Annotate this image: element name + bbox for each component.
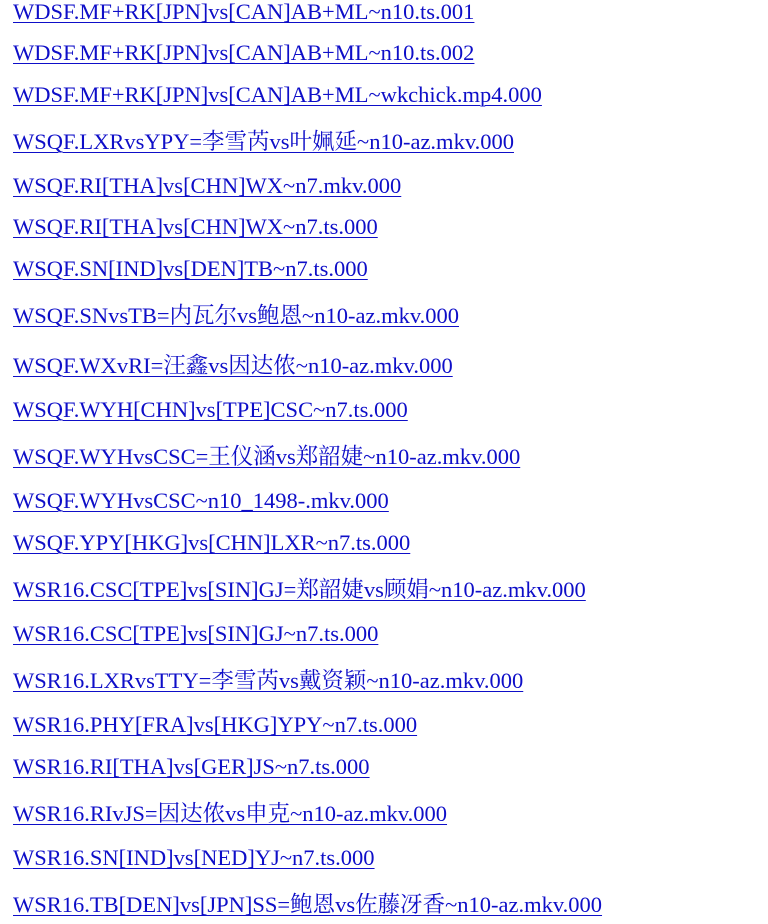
file-link[interactable]: WSR16.SN[IND]vs[NED]YJ~n7.ts.000 xyxy=(13,845,375,870)
file-link[interactable]: WSQF.WYHvsCSC~n10_1498-.mkv.000 xyxy=(13,488,389,513)
file-link[interactable]: WSR16.PHY[FRA]vs[HKG]YPY~n7.ts.000 xyxy=(13,712,418,737)
file-link[interactable]: WDSF.MF+RK[JPN]vs[CAN]AB+ML~n10.ts.002 xyxy=(13,40,475,65)
file-link[interactable]: WSQF.RI[THA]vs[CHN]WX~n7.ts.000 xyxy=(13,214,378,239)
file-link[interactable]: WSR16.LXRvsTTY=李雪芮vs戴资颖~n10-az.mkv.000 xyxy=(13,668,524,693)
file-link[interactable]: WSQF.WXvRI=汪鑫vs因达侬~n10-az.mkv.000 xyxy=(13,353,453,378)
file-link[interactable]: WSQF.RI[THA]vs[CHN]WX~n7.mkv.000 xyxy=(13,173,402,198)
file-link[interactable]: WSQF.WYHvsCSC=王仪涵vs郑韶婕~n10-az.mkv.000 xyxy=(13,444,521,469)
file-link[interactable]: WSQF.LXRvsYPY=李雪芮vs叶姵延~n10-az.mkv.000 xyxy=(13,129,514,154)
file-link[interactable]: WSQF.YPY[HKG]vs[CHN]LXR~n7.ts.000 xyxy=(13,530,411,555)
file-link[interactable]: WSQF.WYH[CHN]vs[TPE]CSC~n7.ts.000 xyxy=(13,397,408,422)
file-link[interactable]: WSR16.TB[DEN]vs[JPN]SS=鲍恩vs佐藤冴香~n10-az.mkv.000 xyxy=(13,892,603,917)
file-link[interactable]: WSQF.SN[IND]vs[DEN]TB~n7.ts.000 xyxy=(13,256,368,281)
file-link[interactable]: WSR16.RIvJS=因达侬vs申克~n10-az.mkv.000 xyxy=(13,801,448,826)
file-link[interactable]: WDSF.MF+RK[JPN]vs[CAN]AB+ML~n10.ts.001 xyxy=(13,0,475,24)
file-link[interactable]: WSR16.RI[THA]vs[GER]JS~n7.ts.000 xyxy=(13,754,370,779)
file-link[interactable]: WSR16.CSC[TPE]vs[SIN]GJ=郑韶婕vs顾娟~n10-az.mkv.000 xyxy=(13,577,586,602)
file-link[interactable]: WDSF.MF+RK[JPN]vs[CAN]AB+ML~wkchick.mp4.000 xyxy=(13,82,542,107)
file-link[interactable]: WSR16.CSC[TPE]vs[SIN]GJ~n7.ts.000 xyxy=(13,621,379,646)
file-link[interactable]: WSQF.SNvsTB=内瓦尔vs鲍恩~n10-az.mkv.000 xyxy=(13,303,459,328)
